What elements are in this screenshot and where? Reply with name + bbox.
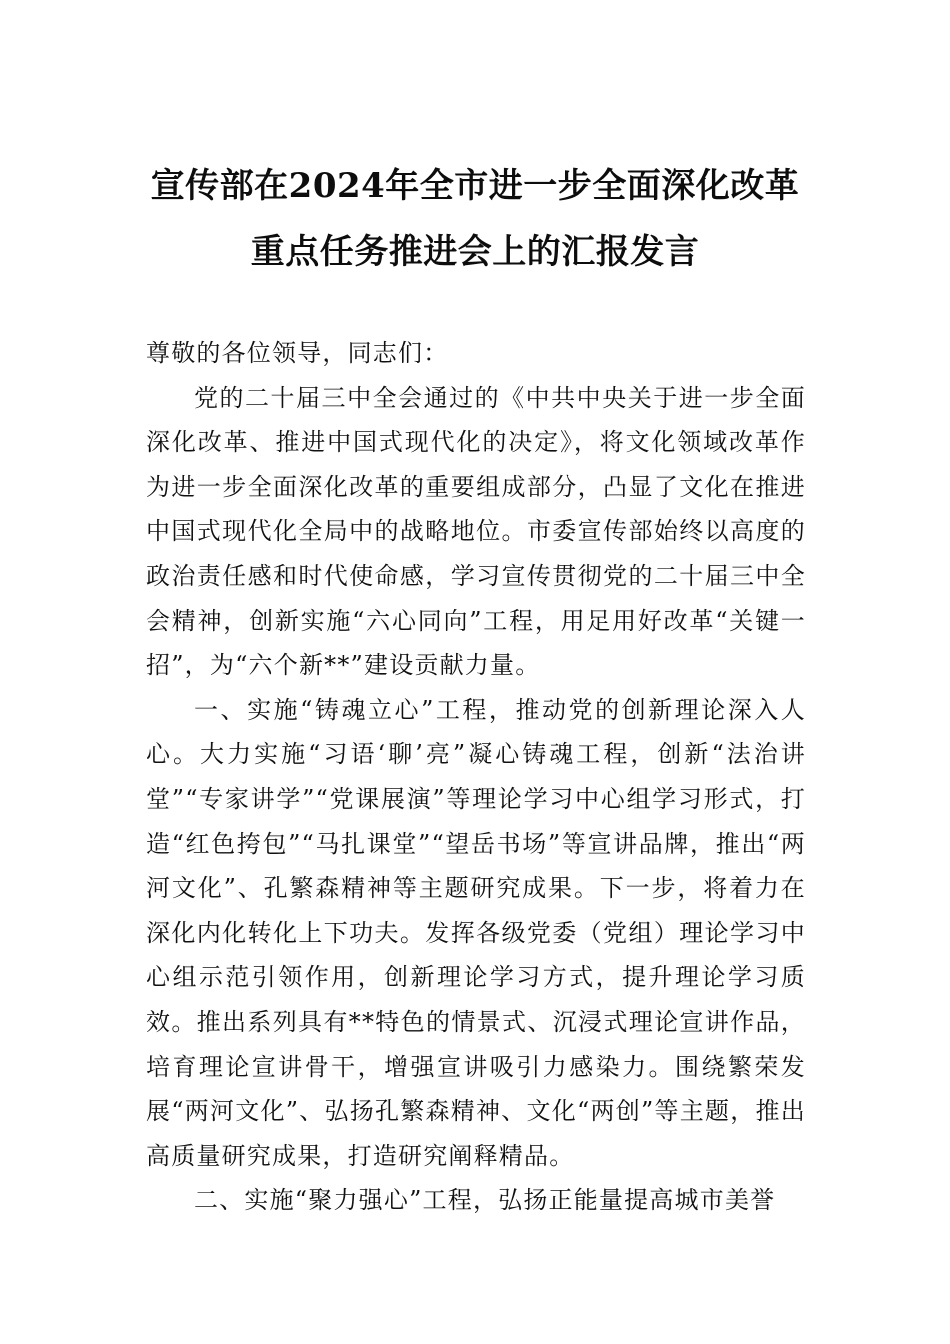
paragraph-intro: 党的二十届三中全会通过的《中共中央关于进一步全面深化改革、推进中国式现代化的决定》，将文化领域改革作为进一步全面深化改革的重要组成部分，凸显了文化在推进中国式现代化全局中的战略地位。市委宣传部始终以高度的政治责任感和时代使命感，学习宣传贯彻党的二十届三中全会精神，创新实施“六心同向”工程，用足用好改革“关键一招”，为“六个新**”建设贡献力量。 — [146, 383, 806, 680]
document-title-line-1: 宣传部在2024年全市进一步全面深化改革 — [150, 166, 800, 206]
paragraph-section-1: 一、实施“铸魂立心”工程，推动党的创新理论深入人心。大力实施“习语‘聊’亮”凝心铸魂工程，创新“法治讲堂”“专家讲学”“党课展演”等理论学习中心组学习形式，打造“红色挎包”“马扎课堂”“望岳书场”等宣讲品牌，推出“两河文化”、孔繁森精神等主题研究成果。下一步，将着力在深化内化转化上下功夫。发挥各级党委（党组）理论学习中心组示范引领作用，创新理论学习方式，提升理论学习质效。推出系列具有**特色的情景式、沉浸式理论宣讲作品，培育理论宣讲骨干，增强宣讲吸引力感染力。围绕繁荣发展“两河文化”、弘扬孔繁森精神、文化“两创”等主题，推出高质量研究成果，打造研究阐释精品。 — [146, 695, 806, 1170]
salutation: 尊敬的各位领导，同志们： — [146, 339, 449, 367]
document-body — [146, 331, 806, 1223]
paragraph-section-2: 二、实施“聚力强心”工程，弘扬正能量提高城市美誉 — [194, 1186, 776, 1215]
document-title-line-2: 重点任务推进会上的汇报发言 — [250, 232, 700, 272]
